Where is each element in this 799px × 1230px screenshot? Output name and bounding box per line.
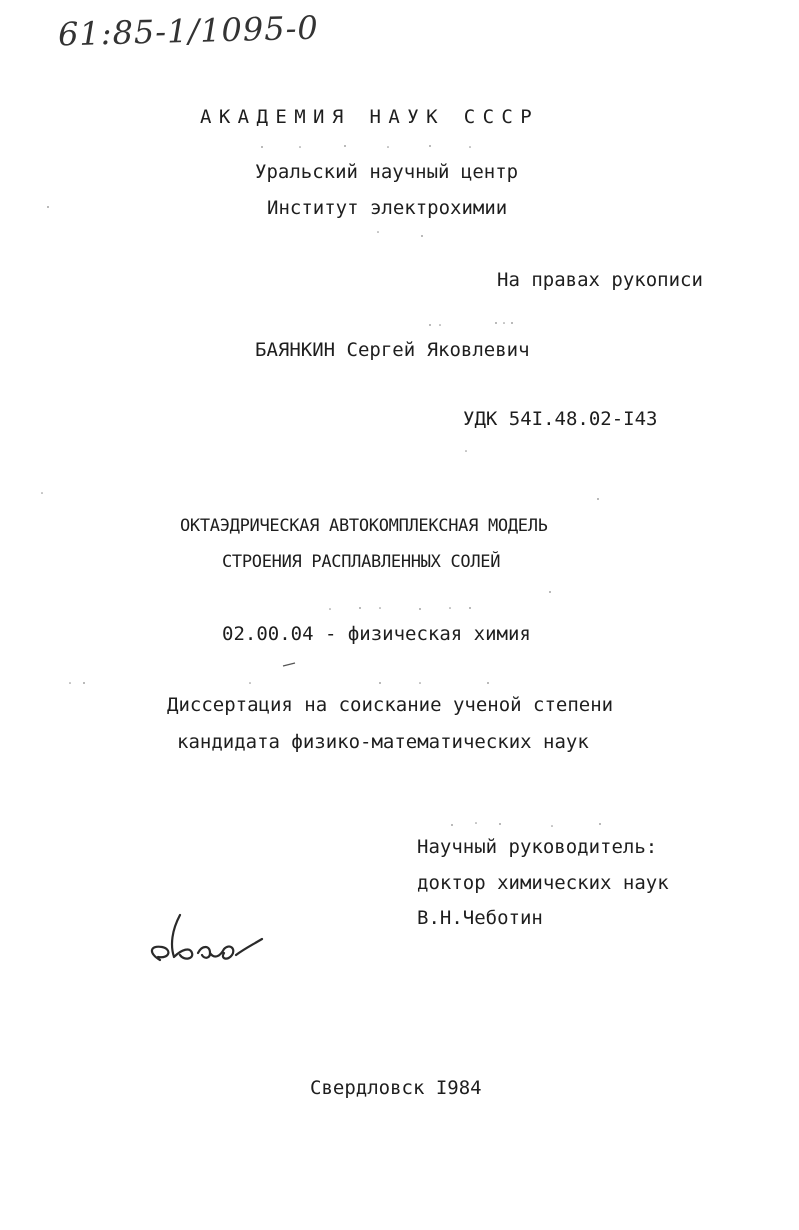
dissertation-line-2: кандидата физико-математических наук [177, 731, 589, 753]
rights-note: На правах рукописи [497, 269, 703, 291]
supervisor-name: В.Н.Чеботин [417, 907, 543, 929]
udc-code: УДК 54I.48.02-I43 [463, 408, 658, 430]
specialty-code: 02.00.04 - физическая химия [222, 623, 531, 645]
institute-name: Институт электрохимии [267, 197, 508, 219]
dissertation-line-1: Диссертация на соискание ученой степени [167, 694, 614, 716]
handwritten-archive-number: 61:85-1/1095-0 [57, 8, 320, 54]
supervisor-label: Научный руководитель: [417, 836, 658, 858]
title-line-2: СТРОЕНИЯ РАСПЛАВЛЕННЫХ СОЛЕЙ [222, 552, 501, 572]
academy-heading: АКАДЕМИЯ НАУК СССР [200, 106, 540, 128]
center-name: Уральский научный центр [255, 161, 519, 183]
author-name: БАЯНКИН Сергей Яковлевич [255, 339, 530, 361]
supervisor-degree: доктор химических наук [417, 872, 669, 894]
city-and-year: Свердловск I984 [310, 1077, 482, 1099]
title-line-1: ОКТАЭДРИЧЕСКАЯ АВТОКОМПЛЕКСНАЯ МОДЕЛЬ [180, 516, 548, 536]
